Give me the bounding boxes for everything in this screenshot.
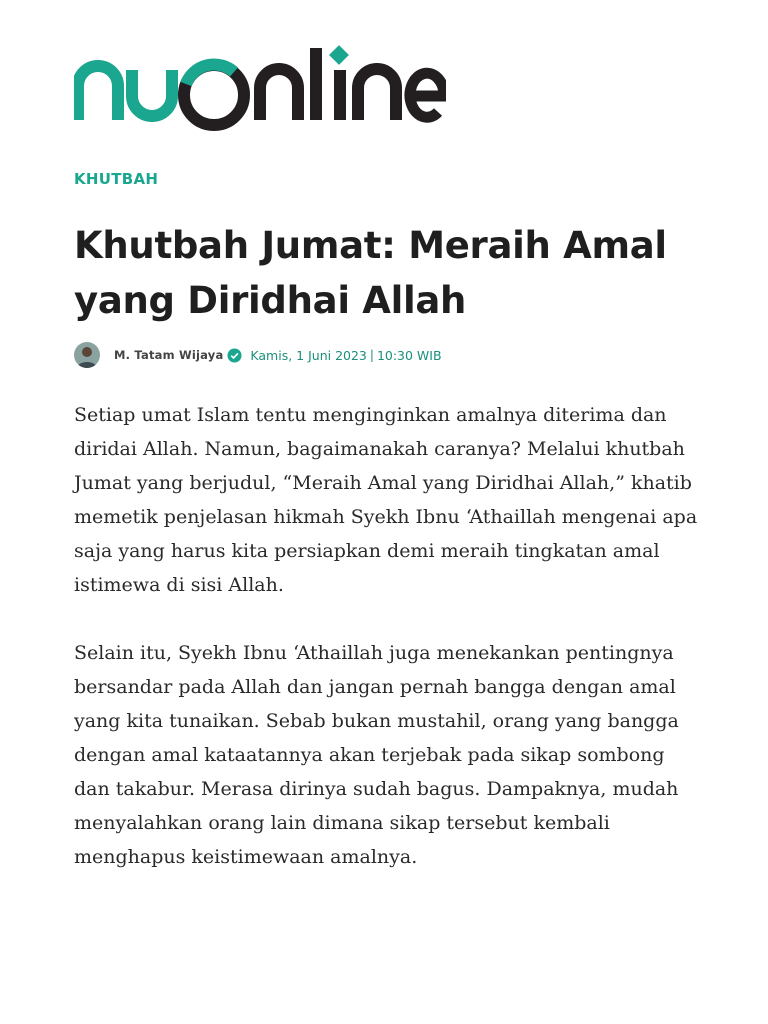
nu-online-logo-mark [74,44,446,134]
avatar-image [74,342,100,368]
publish-date: Kamis, 1 Juni 2023 [250,347,367,363]
author-avatar[interactable] [74,342,100,368]
category-link[interactable]: KHUTBAH [74,170,159,188]
author-name[interactable]: M. Tatam Wijaya [114,348,224,362]
article-body [74,398,704,908]
article-title-line-1: Khutbah Jumat: Meraih Amal [74,224,667,267]
paragraph: Setiap umat Islam tentu menginginkan amalnya diterima dan diridai Allah. Namun, bagaimanakah caranya? Melalui khutbah Jumat yang berjudul, “Meraih Amal yang Diridhai Allah,” khatib memetik penjelasan hikmah Syekh Ibnu ‘Athaillah mengenai apa saja yang harus kita persiapkan demi meraih tingkatan amal istimewa di sisi Allah. [74,404,698,596]
article-title-line-2: yang Diridhai Allah [74,279,467,322]
paragraph: Selain itu, Syekh Ibnu ‘Athaillah juga menekankan pentingnya bersandar pada Allah dan jangan pernah bangga dengan amal yang kita tunaikan. Sebab bukan mustahil, orang yang bangga dengan amal kataatannya akan terjebak pada sikap sombong dan takabur. Merasa dirinya sudah bagus. Dampaknya, mudah menyalahkan orang lain dimana sikap tersebut kembali menghapus keistimewaan amalnya. [74,642,679,868]
article-meta [74,341,442,369]
publish-time: 10:30 WIB [376,347,442,363]
nu-online-logo[interactable] [74,44,446,134]
date-separator: | [369,348,374,362]
verified-check-icon [227,348,242,363]
article-title [74,218,704,328]
